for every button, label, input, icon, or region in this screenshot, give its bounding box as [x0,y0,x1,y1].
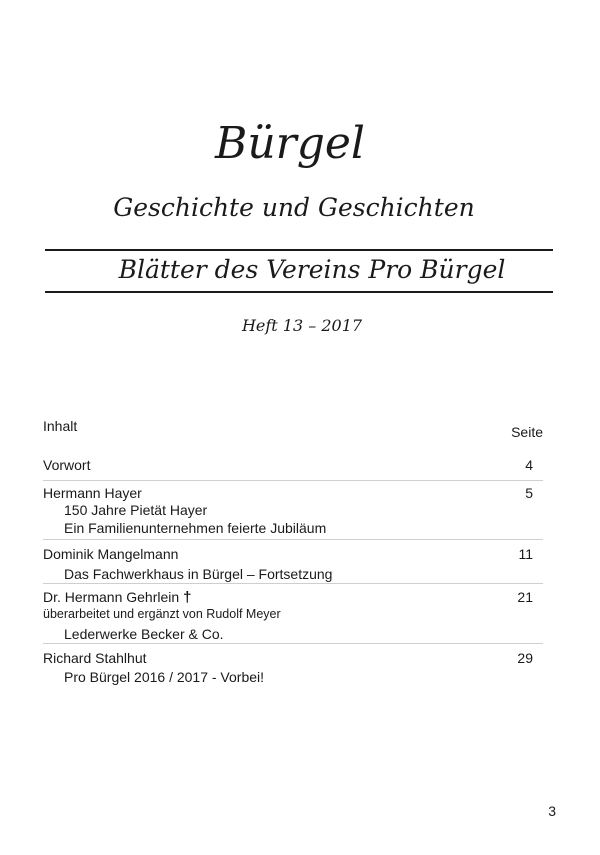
toc-entry-author: Richard Stahlhut [43,650,147,666]
toc-entry-title-line: Das Fachwerkhaus in Bürgel – Fortsetzung [64,566,333,582]
toc-entry-page: 11 [518,546,533,562]
toc-entry-title-line: Ein Familienunternehmen feierte Jubiläum [64,520,327,536]
toc-entry-page: 29 [517,650,533,666]
series-banner: Blätter des Vereins Pro Bürgel [118,255,506,284]
toc-entry-author: Dominik Mangelmann [43,546,179,562]
issue-label: Heft 13 – 2017 [241,316,363,335]
deceased-cross-icon: † [183,589,192,606]
toc-entry-author-name: Dr. Hermann Gehrlein [43,589,180,605]
toc-label: Inhalt [43,418,78,434]
page-number: 3 [548,803,556,819]
toc-entry-page: 4 [525,457,533,473]
toc-separator [43,480,543,481]
toc-entry-page: 5 [525,485,533,501]
toc-page-column-label: Seite [511,424,543,440]
toc-entry-title-line: 150 Jahre Pietät Hayer [64,502,208,518]
toc-entry-author: Vorwort [43,457,91,473]
toc-separator [43,539,543,540]
toc-entry-title-line: Lederwerke Becker & Co. [64,626,224,642]
page-title: Bürgel [215,118,365,169]
toc-entry-page: 21 [517,589,533,605]
toc-separator [43,583,543,584]
toc-entry-note: überarbeitet und ergänzt von Rudolf Meyer [43,607,281,621]
toc-entry-author: Hermann Hayer [43,485,142,501]
toc-separator [43,643,543,644]
toc-entry-author [43,589,192,606]
page-subtitle: Geschichte und Geschichten [113,193,475,222]
toc-entry-title-line: Pro Bürgel 2016 / 2017 - Vorbei! [64,669,265,685]
